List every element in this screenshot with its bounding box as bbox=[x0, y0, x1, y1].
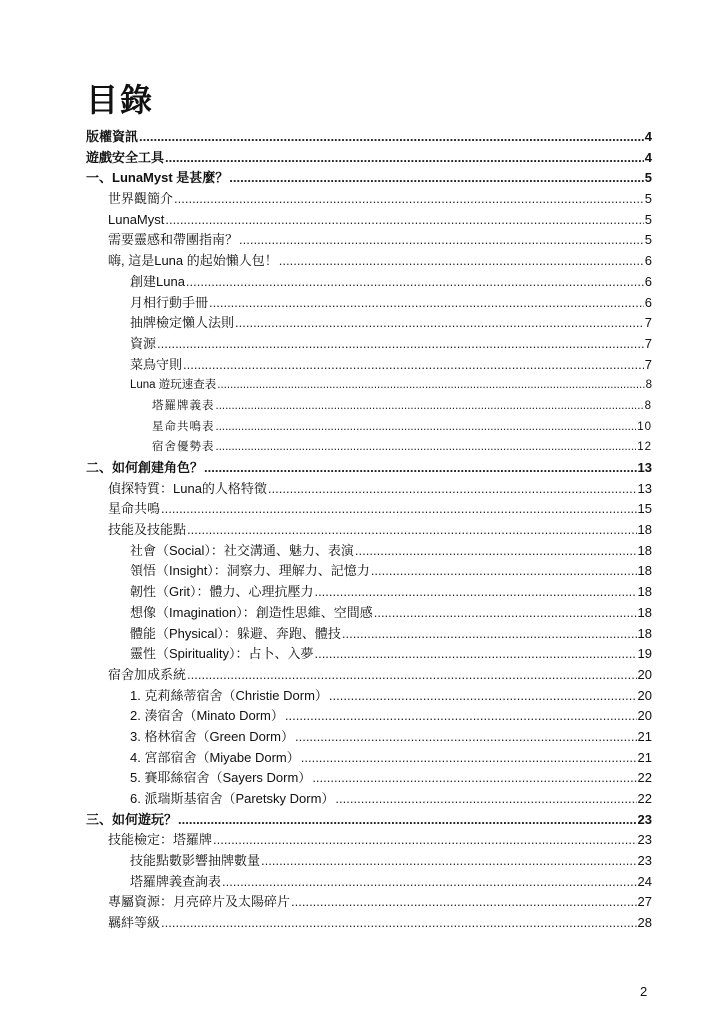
toc-entry-label: 菜鳥守則 bbox=[130, 356, 183, 372]
toc-entry-label: Luna 遊玩速查表 bbox=[130, 379, 217, 392]
toc-entry[interactable] bbox=[86, 334, 652, 355]
dot-leader bbox=[216, 417, 637, 438]
dot-leader bbox=[187, 520, 637, 541]
dot-leader bbox=[279, 251, 644, 272]
toc-entry-label: 羈絆等級 bbox=[108, 915, 161, 931]
toc-entry-label: 三、如何遊玩？ bbox=[86, 811, 178, 827]
toc-entry-label: 領悟（Insight）：洞察力、理解力、記憶力 bbox=[130, 563, 370, 579]
dot-leader bbox=[291, 892, 637, 913]
toc-entry-label: 偵探特質：Luna的人格特徵 bbox=[108, 480, 267, 496]
toc-entry[interactable] bbox=[86, 396, 652, 417]
toc-entry-page: 15 bbox=[637, 501, 652, 517]
toc-entry[interactable] bbox=[86, 913, 652, 934]
dot-leader bbox=[209, 293, 644, 314]
toc-entry-page: 20 bbox=[637, 708, 652, 724]
toc-entry-label: 專屬資源：月亮碎片及太陽碎片 bbox=[108, 894, 291, 910]
toc-entry-page: 20 bbox=[637, 687, 652, 703]
toc-entry[interactable] bbox=[86, 644, 652, 665]
dot-leader bbox=[374, 603, 637, 624]
dot-leader bbox=[178, 810, 637, 831]
toc-entry[interactable] bbox=[86, 479, 652, 500]
toc-entry-label: 塔羅牌義查詢表 bbox=[130, 873, 222, 889]
toc-entry-label: 體能（Physical）：躲避、奔跑、體技 bbox=[130, 625, 341, 641]
toc-entry-label: 技能點數影響抽牌數量 bbox=[130, 853, 261, 869]
toc-entry[interactable] bbox=[86, 706, 652, 727]
dot-leader bbox=[165, 148, 644, 169]
toc-entry-page: 18 bbox=[637, 542, 652, 558]
toc-entry[interactable] bbox=[86, 210, 652, 231]
dot-leader bbox=[261, 851, 637, 872]
toc-entry-label: 想像（Imagination）：創造性思維、空間感 bbox=[130, 604, 373, 620]
toc-entry[interactable] bbox=[86, 830, 652, 851]
toc-entry[interactable] bbox=[86, 686, 652, 707]
toc-entry-page: 5 bbox=[644, 170, 652, 186]
dot-leader bbox=[216, 396, 644, 417]
dot-leader bbox=[312, 768, 636, 789]
toc-entry-label: 韌性（Grit）：體力、心理抗壓力 bbox=[130, 584, 314, 600]
toc-entry-page: 12 bbox=[637, 441, 652, 454]
dot-leader bbox=[314, 582, 636, 603]
toc-entry-label: 技能檢定：塔羅牌 bbox=[108, 832, 213, 848]
toc-entry-page: 10 bbox=[637, 420, 652, 433]
dot-leader bbox=[157, 334, 644, 355]
toc-entry-label: 世界觀簡介 bbox=[108, 191, 174, 207]
toc-entry-label: 靈性（Spirituality）：占卜、入夢 bbox=[130, 646, 314, 662]
toc-entry-label: 嗨, 這是Luna 的起始懶人包！ bbox=[108, 253, 278, 269]
toc-entry[interactable] bbox=[86, 624, 652, 645]
dot-leader bbox=[187, 665, 637, 686]
toc-entry-label: 社會（Social）：社交溝通、魅力、表演 bbox=[130, 542, 354, 558]
toc-entry-page: 4 bbox=[644, 149, 652, 165]
table-of-contents bbox=[86, 127, 652, 934]
toc-entry-page: 6 bbox=[644, 273, 652, 289]
dot-leader bbox=[217, 375, 644, 396]
toc-entry[interactable] bbox=[86, 810, 652, 831]
dot-leader bbox=[371, 561, 637, 582]
toc-entry-label: 4. 宮部宿舍（Miyabe Dorm） bbox=[130, 749, 300, 765]
toc-entry-page: 20 bbox=[637, 666, 652, 682]
toc-entry-label: 月相行動手冊 bbox=[130, 294, 209, 310]
toc-entry-page: 22 bbox=[637, 791, 652, 806]
toc-entry-label: LunaMyst bbox=[108, 211, 165, 227]
toc-entry[interactable] bbox=[86, 851, 652, 872]
toc-entry-page: 19 bbox=[637, 646, 652, 662]
dot-leader bbox=[295, 727, 637, 748]
dot-leader bbox=[204, 458, 637, 479]
toc-entry[interactable] bbox=[86, 892, 652, 913]
dot-leader bbox=[213, 830, 637, 851]
toc-entry[interactable] bbox=[86, 603, 652, 624]
dot-leader bbox=[329, 686, 637, 707]
toc-entry[interactable] bbox=[86, 872, 652, 893]
toc-entry-page: 5 bbox=[644, 191, 652, 207]
dot-leader bbox=[229, 168, 643, 189]
dot-leader bbox=[186, 272, 644, 293]
toc-entry-page: 23 bbox=[637, 832, 652, 848]
toc-entry-page: 13 bbox=[637, 480, 652, 496]
toc-entry[interactable] bbox=[86, 148, 652, 169]
toc-entry[interactable] bbox=[86, 768, 652, 789]
toc-entry-page: 7 bbox=[644, 315, 652, 331]
toc-entry-page: 13 bbox=[637, 460, 652, 475]
dot-leader bbox=[342, 624, 637, 645]
toc-entry[interactable] bbox=[86, 417, 652, 438]
toc-entry-label: 需要靈感和帶團指南？ bbox=[108, 232, 239, 248]
toc-entry[interactable] bbox=[86, 520, 652, 541]
dot-leader bbox=[161, 499, 637, 520]
toc-entry-page: 4 bbox=[644, 129, 652, 144]
toc-entry-page: 6 bbox=[644, 294, 652, 310]
toc-entry-page: 5 bbox=[644, 232, 652, 248]
dot-leader bbox=[268, 479, 637, 500]
toc-entry-page: 18 bbox=[637, 584, 652, 600]
toc-entry-page: 18 bbox=[637, 522, 652, 538]
toc-entry[interactable] bbox=[86, 727, 652, 748]
toc-entry-page: 7 bbox=[644, 356, 652, 372]
toc-entry-label: 創建Luna bbox=[130, 273, 185, 289]
dot-leader bbox=[301, 748, 637, 769]
toc-entry-label: 技能及技能點 bbox=[108, 522, 187, 538]
dot-leader bbox=[216, 437, 637, 458]
dot-leader bbox=[335, 789, 636, 810]
toc-entry[interactable] bbox=[86, 665, 652, 686]
toc-entry-page: 8 bbox=[645, 379, 652, 392]
toc-entry[interactable] bbox=[86, 789, 652, 810]
toc-entry-label: 2. 湊宿舍（Minato Dorm） bbox=[130, 708, 284, 724]
toc-entry-page: 18 bbox=[637, 625, 652, 641]
toc-entry[interactable] bbox=[86, 313, 652, 334]
toc-entry-page: 6 bbox=[644, 253, 652, 269]
toc-entry-page: 8 bbox=[644, 399, 652, 412]
toc-entry[interactable] bbox=[86, 168, 652, 189]
dot-leader bbox=[161, 913, 637, 934]
toc-entry-label: 版權資訊 bbox=[86, 129, 139, 144]
toc-entry-page: 23 bbox=[637, 811, 652, 827]
toc-entry-page: 18 bbox=[637, 563, 652, 579]
toc-entry[interactable] bbox=[86, 582, 652, 603]
toc-entry[interactable] bbox=[86, 355, 652, 376]
toc-entry[interactable] bbox=[86, 499, 652, 520]
toc-entry-page: 21 bbox=[637, 728, 652, 744]
toc-entry-page: 22 bbox=[637, 770, 652, 786]
toc-entry-label: 塔羅牌義表 bbox=[152, 399, 215, 412]
toc-entry-label: 遊戲安全工具 bbox=[86, 149, 165, 165]
toc-entry-label: 抽牌檢定懶人法則 bbox=[130, 315, 235, 331]
toc-entry-label: 1. 克莉絲蒂宿舍（Christie Dorm） bbox=[130, 687, 328, 703]
dot-leader bbox=[285, 706, 637, 727]
toc-entry-label: 5. 賽耶絲宿舍（Sayers Dorm） bbox=[130, 770, 312, 786]
toc-entry[interactable] bbox=[86, 748, 652, 769]
toc-entry[interactable] bbox=[86, 272, 652, 293]
toc-entry-page: 7 bbox=[644, 335, 652, 351]
dot-leader bbox=[314, 644, 636, 665]
toc-entry-page: 21 bbox=[637, 749, 652, 765]
toc-entry[interactable] bbox=[86, 561, 652, 582]
toc-entry-page: 28 bbox=[637, 915, 652, 931]
toc-entry-label: 二、如何創建角色？ bbox=[86, 460, 204, 475]
toc-entry[interactable] bbox=[86, 437, 652, 458]
page-title: 目錄 bbox=[86, 82, 155, 118]
dot-leader bbox=[139, 127, 644, 148]
toc-entry-label: 宿舍優勢表 bbox=[152, 441, 215, 454]
toc-entry-label: 星命共鳴表 bbox=[152, 420, 215, 433]
toc-entry-label: 資源 bbox=[130, 335, 157, 351]
toc-entry[interactable] bbox=[86, 189, 652, 210]
page-number: 2 bbox=[640, 984, 648, 999]
toc-entry[interactable] bbox=[86, 375, 652, 396]
toc-entry-label: 6. 派瑞斯基宿舍（Paretsky Dorm） bbox=[130, 791, 335, 806]
dot-leader bbox=[235, 313, 644, 334]
toc-entry-page: 23 bbox=[637, 853, 652, 869]
toc-entry-page: 24 bbox=[637, 873, 652, 889]
dot-leader bbox=[174, 189, 644, 210]
toc-entry-label: 3. 格林宿舍（Green Dorm） bbox=[130, 728, 294, 744]
toc-entry[interactable] bbox=[86, 458, 652, 479]
toc-entry[interactable] bbox=[86, 541, 652, 562]
toc-entry-page: 27 bbox=[637, 894, 652, 910]
dot-leader bbox=[355, 541, 637, 562]
toc-entry[interactable] bbox=[86, 293, 652, 314]
toc-entry-label: 宿舍加成系統 bbox=[108, 666, 187, 682]
dot-leader bbox=[222, 872, 637, 893]
toc-entry-label: 一、LunaMyst 是甚麼？ bbox=[86, 170, 229, 186]
toc-entry[interactable] bbox=[86, 230, 652, 251]
toc-entry-page: 18 bbox=[637, 604, 652, 620]
toc-entry-label: 星命共鳴 bbox=[108, 501, 161, 517]
toc-entry-page: 5 bbox=[644, 211, 652, 227]
dot-leader bbox=[183, 355, 644, 376]
dot-leader bbox=[165, 210, 643, 231]
dot-leader bbox=[239, 230, 644, 251]
toc-entry[interactable] bbox=[86, 127, 652, 148]
toc-entry[interactable] bbox=[86, 251, 652, 272]
